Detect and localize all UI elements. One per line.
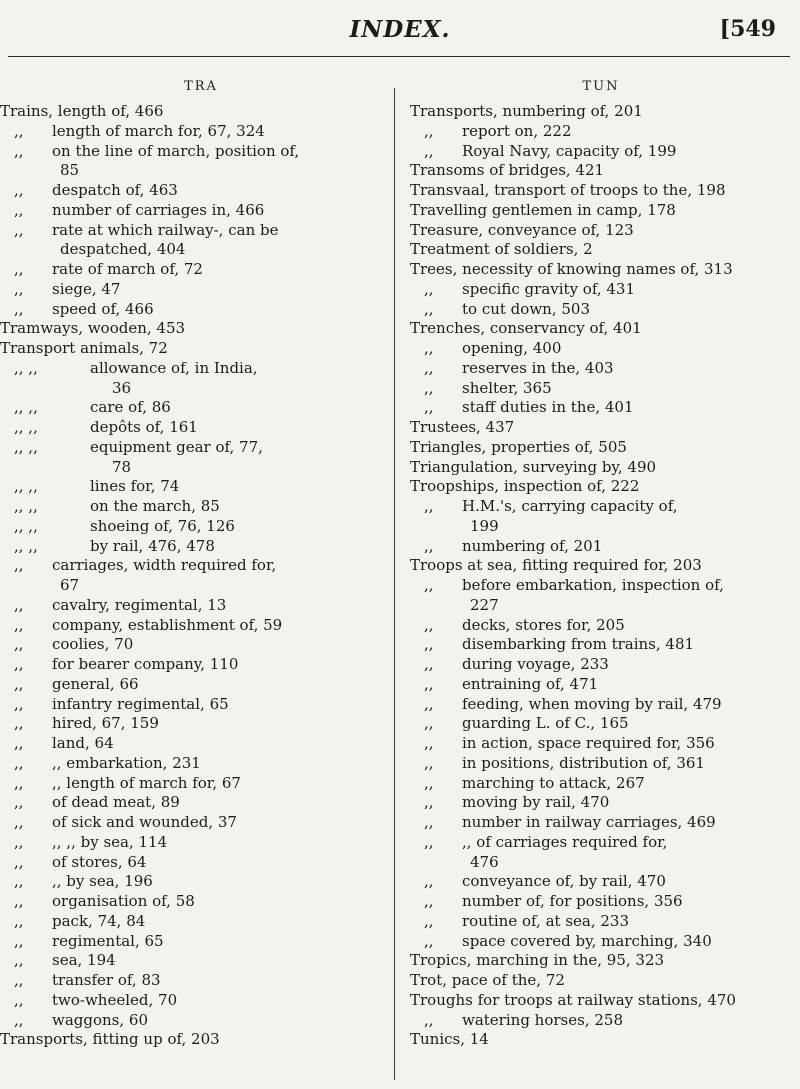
index-entry (410, 774, 792, 794)
index-entry (410, 734, 792, 754)
index-entry (0, 142, 386, 162)
index-entry (410, 675, 792, 695)
ditto-mark: ,, (424, 892, 434, 910)
entry-text: Troops at sea, fitting required for, 203 (410, 556, 702, 575)
ditto-mark: ,, (14, 990, 24, 1009)
ditto-mark: ,, (14, 931, 24, 950)
index-entry (410, 201, 792, 221)
ditto-mark: ,, (424, 339, 434, 357)
entry-text: of dead meat, 89 (52, 793, 180, 812)
index-entry (0, 319, 386, 339)
ditto-mark: ,, (14, 595, 24, 614)
entry-text: 36 (112, 378, 132, 397)
ditto-mark: ,, (424, 734, 434, 752)
index-column-left (0, 76, 386, 1089)
entry-text: organisation of, 58 (52, 892, 195, 910)
entry-text: Trot, pace of the, 72 (410, 971, 565, 989)
entry-text: sea, 194 (52, 951, 116, 970)
entry-text: pack, 74, 84 (52, 911, 146, 930)
entry-text: rate at which railway-, can be (52, 220, 279, 239)
entry-text: despatched, 404 (60, 240, 186, 259)
entry-text: Trains, length of, 466 (0, 102, 164, 120)
entry-text: cavalry, regimental, 13 (52, 595, 227, 614)
index-entry (410, 477, 792, 497)
entry-text: Treasure, conveyance of, 123 (410, 220, 634, 239)
index-column-right (410, 76, 792, 1089)
entry-text: Treatment of soldiers, 2 (410, 240, 593, 259)
ditto-mark: ,, (424, 497, 434, 515)
entry-text: Transports, fitting up of, 203 (0, 1030, 220, 1049)
index-entry (0, 102, 386, 122)
ditto-mark: ,, (14, 734, 24, 752)
index-entry (0, 991, 386, 1011)
index-entry (0, 181, 386, 201)
index-entry (410, 319, 792, 339)
entry-text: numbering of, 201 (462, 536, 603, 555)
entry-text: company, establishment of, 59 (52, 615, 283, 634)
page-header (0, 0, 800, 60)
index-entry (410, 122, 792, 142)
ditto-mark: ,, (14, 694, 24, 713)
index-entry (410, 161, 792, 181)
ditto-mark: ,, (14, 220, 24, 239)
entry-text: rate of march of, 72 (52, 260, 203, 278)
column-guide-word: TUN (582, 79, 620, 94)
entry-text: H.M.'s, carrying capacity of, (462, 497, 678, 515)
entry-text: watering horses, 258 (462, 1010, 623, 1029)
ditto-mark: ,, (14, 279, 24, 298)
ditto-mark: ,, (14, 813, 24, 831)
ditto-mark: ,, ,, (14, 398, 38, 417)
index-entry (0, 537, 386, 557)
ditto-mark: ,, ,, (14, 497, 38, 515)
index-entry (0, 1030, 386, 1050)
entry-text: on the line of march, position of, (52, 141, 300, 160)
index-entry (410, 1030, 792, 1050)
index-entry (0, 932, 386, 952)
index-entry (410, 102, 792, 122)
index-entry (0, 813, 386, 833)
ditto-mark: ,, (14, 181, 24, 199)
column-divider (394, 88, 395, 1080)
entry-text: feeding, when moving by rail, 479 (462, 694, 722, 713)
ditto-mark: ,, ,, (14, 477, 38, 496)
index-entry (0, 675, 386, 695)
index-entry (0, 734, 386, 754)
index-entry (410, 181, 792, 201)
index-entry (410, 260, 792, 280)
entry-text: Trustees, 437 (410, 418, 515, 436)
index-entry (0, 655, 386, 675)
ditto-mark: ,, (424, 279, 434, 298)
ditto-mark: ,, (424, 832, 434, 851)
ditto-mark: ,, (424, 694, 434, 713)
entry-text: ,, of carriages required for, (462, 832, 668, 851)
ditto-mark: ,, (424, 813, 434, 831)
ditto-mark: ,, (14, 753, 24, 772)
column-guide-word: TRA (184, 79, 218, 94)
index-entry (410, 655, 792, 675)
index-entry (410, 379, 792, 399)
ditto-mark: ,, (424, 714, 434, 733)
index-entry (0, 971, 386, 991)
index-entry (410, 576, 792, 596)
entry-text: allowance of, in India, (90, 358, 258, 377)
entry-text: on the march, 85 (90, 497, 220, 515)
entry-text: Trenches, conservancy of, 401 (410, 319, 642, 338)
entry-text: in action, space required for, 356 (462, 734, 715, 752)
ditto-mark: ,, (14, 872, 24, 891)
entry-text: shoeing of, 76, 126 (90, 516, 235, 535)
index-entry (410, 221, 792, 241)
ditto-mark: ,, (14, 852, 24, 871)
index-entry (410, 754, 792, 774)
index-entry (0, 616, 386, 636)
entry-text: Tropics, marching in the, 95, 323 (410, 951, 665, 970)
entry-text: waggons, 60 (52, 1010, 148, 1029)
entry-text: 227 (470, 595, 499, 614)
entry-text: during voyage, 233 (462, 655, 609, 673)
entry-text: transfer of, 83 (52, 971, 161, 989)
index-entry (410, 616, 792, 636)
entry-text: hired, 67, 159 (52, 714, 159, 733)
entry-text: Transoms of bridges, 421 (410, 161, 605, 180)
ditto-mark: ,, (14, 892, 24, 910)
index-entry (0, 517, 386, 537)
entry-text: before embarkation, inspection of, (462, 576, 724, 594)
entry-text: disembarking from trains, 481 (462, 635, 695, 654)
entry-text: 476 (470, 852, 499, 871)
entry-text: ,, by sea, 196 (52, 872, 153, 891)
index-entry (0, 339, 386, 359)
entry-text: siege, 47 (52, 279, 121, 298)
entry-text: lines for, 74 (90, 477, 180, 496)
index-entry (410, 853, 792, 873)
index-entry (0, 201, 386, 221)
entry-text: reserves in the, 403 (462, 358, 614, 377)
ditto-mark: ,, (424, 655, 434, 673)
ditto-mark: ,, (424, 398, 434, 417)
entry-text: Transport animals, 72 (0, 339, 168, 357)
index-entry (0, 379, 386, 399)
header-rule (8, 56, 790, 57)
index-entry (0, 240, 386, 260)
entry-text: by rail, 476, 478 (90, 536, 215, 555)
index-entry (0, 280, 386, 300)
ditto-mark: ,, ,, (14, 418, 38, 436)
ditto-mark: ,, (424, 674, 434, 693)
ditto-mark: ,, (424, 872, 434, 891)
ditto-mark: ,, (14, 260, 24, 278)
index-entry (0, 853, 386, 873)
entry-text: despatch of, 463 (52, 181, 178, 199)
ditto-mark: ,, (424, 615, 434, 634)
ditto-mark: ,, ,, (14, 536, 38, 555)
index-entry (410, 813, 792, 833)
ditto-mark: ,, (424, 141, 434, 160)
entry-text: moving by rail, 470 (462, 793, 610, 812)
entry-text: space covered by, marching, 340 (462, 931, 712, 950)
entry-text: 78 (112, 457, 132, 476)
ditto-mark: ,, (424, 753, 434, 772)
entry-text: 85 (60, 161, 80, 180)
index-entry (0, 122, 386, 142)
entry-text: length of march for, 67, 324 (52, 121, 265, 140)
running-title: INDEX. (349, 16, 451, 43)
index-entry (0, 793, 386, 813)
entry-text: Royal Navy, capacity of, 199 (462, 141, 677, 160)
entry-text: Tunics, 14 (410, 1030, 489, 1049)
ditto-mark: ,, (14, 773, 24, 792)
entry-text: Triangles, properties of, 505 (410, 437, 627, 456)
index-entry (0, 161, 386, 181)
ditto-mark: ,, (14, 832, 24, 851)
index-entry (0, 912, 386, 932)
index-entry (0, 695, 386, 715)
index-entry (0, 438, 386, 458)
index-entry (410, 793, 792, 813)
ditto-mark: ,, (14, 121, 24, 140)
entry-text: specific gravity of, 431 (462, 279, 636, 298)
index-entry (0, 260, 386, 280)
entry-text: conveyance of, by rail, 470 (462, 872, 666, 891)
entry-text: ,, embarkation, 231 (52, 753, 201, 772)
index-entry (410, 971, 792, 991)
entry-text: 67 (60, 576, 80, 594)
entry-text: in positions, distribution of, 361 (462, 753, 705, 772)
index-entry (0, 635, 386, 655)
entry-text: regimental, 65 (52, 931, 164, 950)
ditto-mark: ,, (14, 299, 24, 318)
index-entry (410, 142, 792, 162)
entry-text: speed of, 466 (52, 299, 154, 318)
entry-text: of stores, 64 (52, 852, 147, 871)
index-entry (410, 537, 792, 557)
index-entry (410, 418, 792, 438)
ditto-mark: ,, (424, 299, 434, 318)
entry-text: two-wheeled, 70 (52, 990, 178, 1009)
index-entry (410, 951, 792, 971)
entry-text: carriages, width required for, (52, 556, 277, 575)
ditto-mark: ,, (424, 536, 434, 555)
entry-text: infantry regimental, 65 (52, 694, 229, 713)
index-entry (0, 596, 386, 616)
entry-text: Troughs for troops at railway stations, 470 (410, 990, 736, 1009)
index-entry (410, 280, 792, 300)
index-entry (410, 300, 792, 320)
entry-text: number of carriages in, 466 (52, 200, 265, 219)
entry-text: coolies, 70 (52, 635, 134, 654)
entry-text: Transvaal, transport of troops to the, 198 (410, 181, 726, 199)
index-entry (410, 458, 792, 478)
ditto-mark: ,, (424, 793, 434, 812)
index-entry (410, 556, 792, 576)
ditto-mark: ,, (424, 773, 434, 792)
index-entry (0, 872, 386, 892)
index-entry (410, 497, 792, 517)
entry-text: care of, 86 (90, 398, 171, 417)
index-entry (0, 754, 386, 774)
index-entry (0, 774, 386, 794)
index-entry (410, 240, 792, 260)
index-entry (0, 398, 386, 418)
entry-text: ,, ,, by sea, 114 (52, 832, 168, 851)
entry-text: decks, stores for, 205 (462, 615, 625, 634)
ditto-mark: ,, (14, 793, 24, 812)
index-entry (0, 576, 386, 596)
index-entry (0, 833, 386, 853)
index-entry (410, 438, 792, 458)
ditto-mark: ,, (424, 931, 434, 950)
ditto-mark: ,, (424, 121, 434, 140)
ditto-mark: ,, (14, 714, 24, 733)
ditto-mark: ,, (424, 1010, 434, 1029)
ditto-mark: ,, (14, 911, 24, 930)
entry-text: Troopships, inspection of, 222 (410, 477, 640, 496)
ditto-mark: ,, (424, 576, 434, 594)
index-entries (410, 102, 792, 1050)
ditto-mark: ,, (424, 378, 434, 397)
index-entry (0, 477, 386, 497)
index-entry (410, 359, 792, 379)
index-entry (410, 517, 792, 537)
entry-text: ,, length of march for, 67 (52, 773, 241, 792)
entry-text: guarding L. of C., 165 (462, 714, 629, 733)
entry-text: equipment gear of, 77, (90, 437, 263, 456)
index-entry (0, 556, 386, 576)
index-entry (410, 872, 792, 892)
entry-text: shelter, 365 (462, 378, 552, 397)
index-entry (410, 596, 792, 616)
index-entry (0, 221, 386, 241)
entry-text: entraining of, 471 (462, 674, 599, 693)
entry-text: marching to attack, 267 (462, 773, 645, 792)
ditto-mark: ,, ,, (14, 358, 38, 377)
entry-text: general, 66 (52, 674, 139, 693)
ditto-mark: ,, (14, 200, 24, 219)
ditto-mark: ,, (14, 655, 24, 673)
index-entry (410, 695, 792, 715)
entry-text: depôts of, 161 (90, 418, 198, 436)
ditto-mark: ,, (14, 556, 24, 575)
entry-text: of sick and wounded, 37 (52, 813, 237, 831)
ditto-mark: ,, ,, (14, 516, 38, 535)
entry-text: report on, 222 (462, 121, 572, 140)
entry-text: for bearer company, 110 (52, 655, 239, 673)
ditto-mark: ,, (14, 971, 24, 989)
ditto-mark: ,, (14, 615, 24, 634)
entry-text: land, 64 (52, 734, 114, 752)
entry-text: Travelling gentlemen in camp, 178 (410, 200, 676, 219)
index-entry (410, 932, 792, 952)
entry-text: Trees, necessity of knowing names of, 313 (410, 260, 733, 278)
index-entry (410, 912, 792, 932)
ditto-mark: ,, (424, 358, 434, 377)
entry-text: to cut down, 503 (462, 299, 590, 318)
ditto-mark: ,, (14, 674, 24, 693)
index-entry (0, 951, 386, 971)
index-entry (410, 398, 792, 418)
ditto-mark: ,, (14, 951, 24, 970)
entry-text: opening, 400 (462, 339, 562, 357)
index-entry (0, 418, 386, 438)
entry-text: staff duties in the, 401 (462, 398, 634, 417)
entry-text: number of, for positions, 356 (462, 892, 683, 910)
entry-text: Transports, numbering of, 201 (410, 102, 643, 120)
index-entry (410, 991, 792, 1011)
index-entry (410, 714, 792, 734)
entry-text: 199 (470, 516, 499, 535)
index-entry (0, 892, 386, 912)
index-entry (0, 300, 386, 320)
index-entry (410, 892, 792, 912)
index-entry (410, 1011, 792, 1031)
index-entry (410, 339, 792, 359)
ditto-mark: ,, (14, 1010, 24, 1029)
index-entry (0, 458, 386, 478)
ditto-mark: ,, (14, 635, 24, 654)
ditto-mark: ,, ,, (14, 437, 38, 456)
entry-text: Tramways, wooden, 453 (0, 319, 186, 338)
index-entry (0, 497, 386, 517)
entry-text: routine of, at sea, 233 (462, 911, 629, 930)
entry-text: number in railway carriages, 469 (462, 813, 716, 831)
page-number: [549 (719, 16, 776, 42)
index-entry (410, 635, 792, 655)
ditto-mark: ,, (424, 635, 434, 654)
index-entry (0, 359, 386, 379)
index-entry (0, 1011, 386, 1031)
ditto-mark: ,, (14, 141, 24, 160)
index-entries (0, 102, 386, 1050)
index-entry (410, 833, 792, 853)
ditto-mark: ,, (424, 911, 434, 930)
index-entry (0, 714, 386, 734)
entry-text: Triangulation, surveying by, 490 (410, 457, 657, 476)
